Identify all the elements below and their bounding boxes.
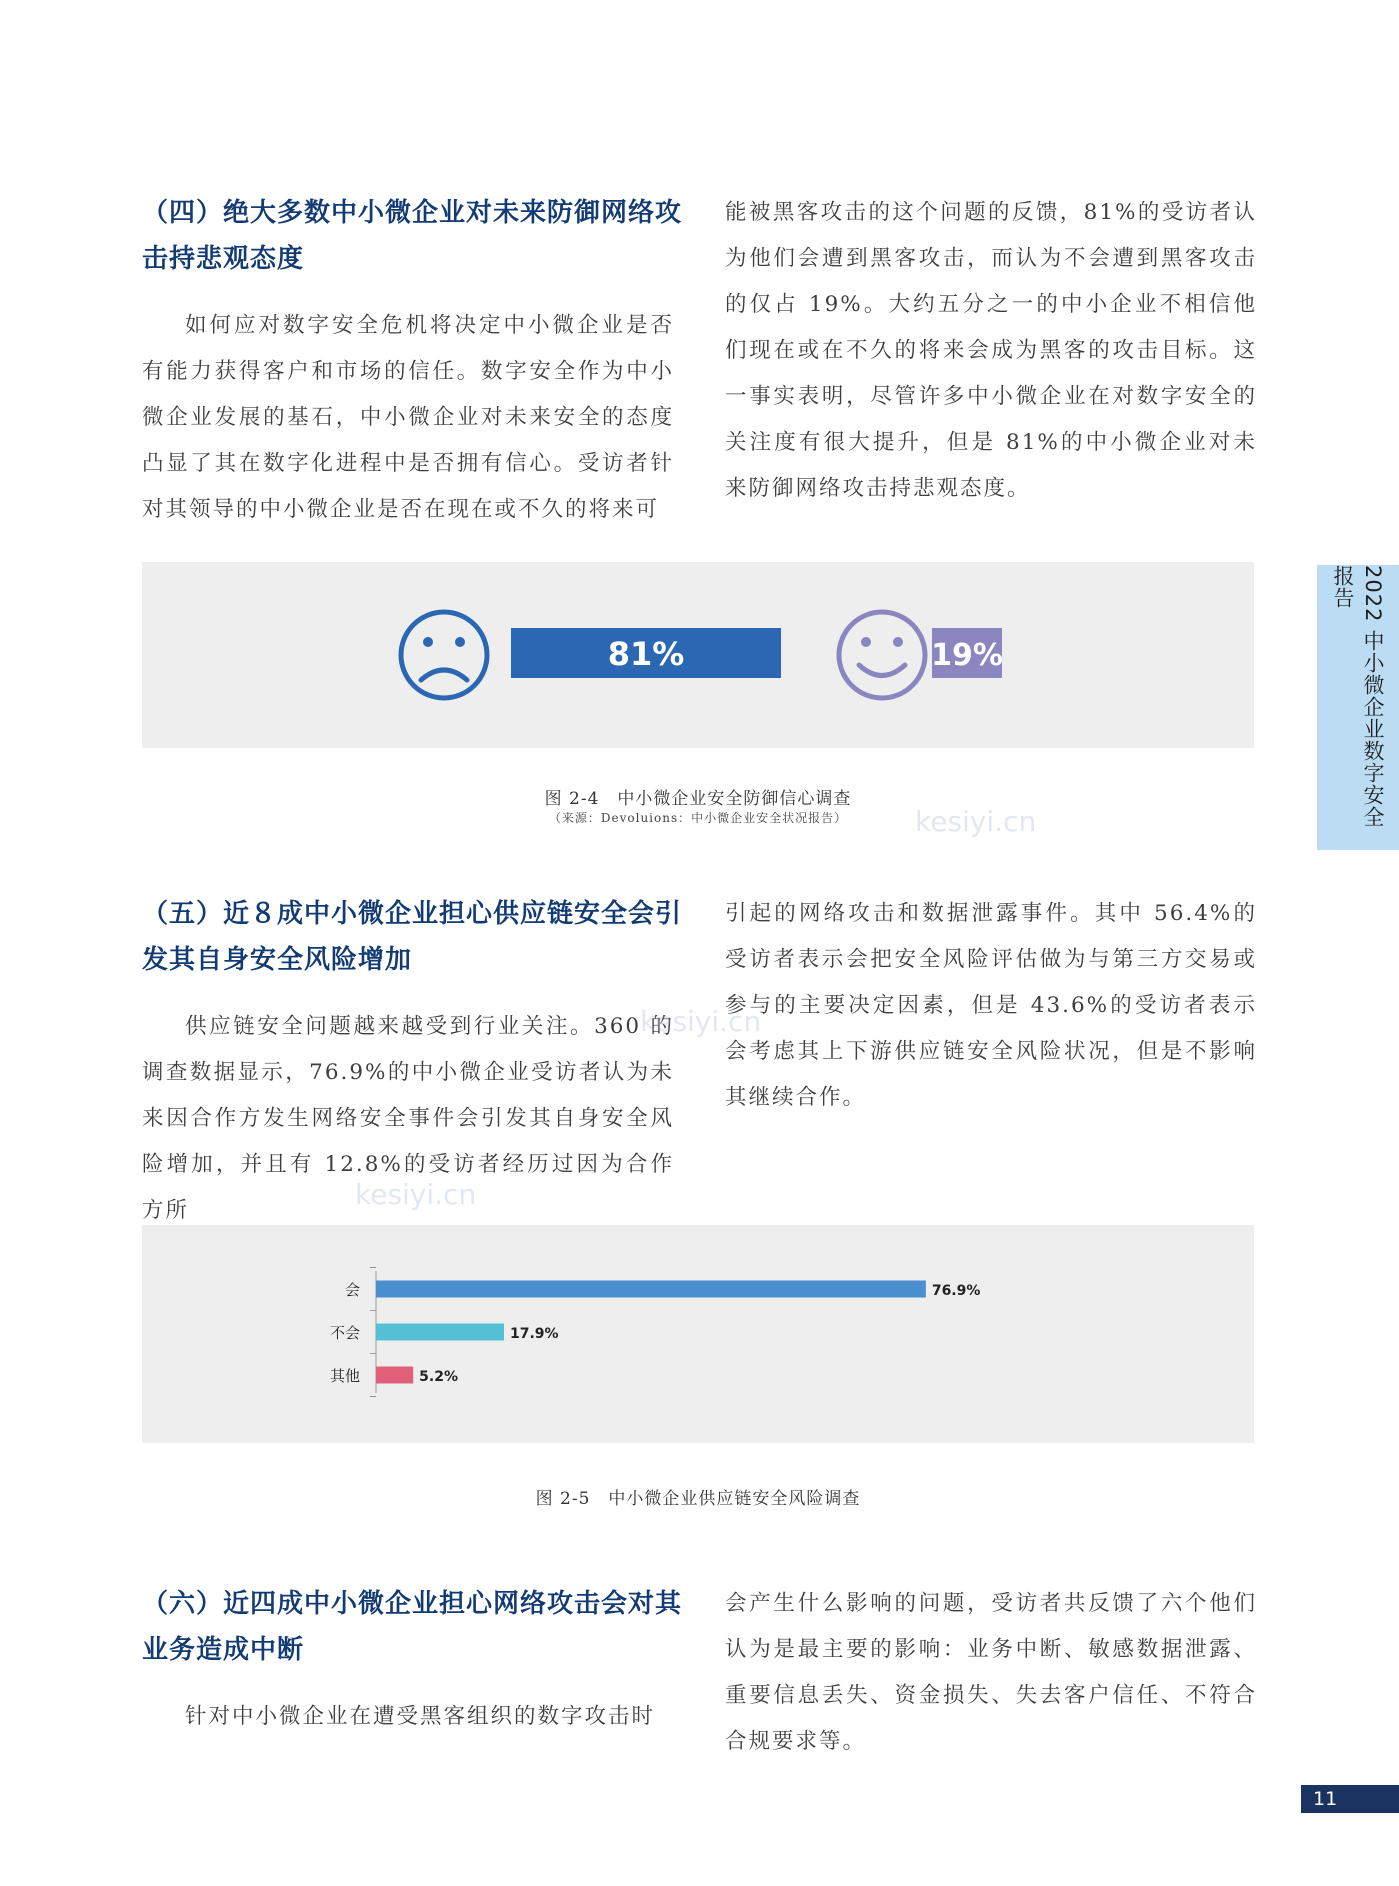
category-label: 其他: [329, 1367, 360, 1385]
sad-percent-label: 81%: [607, 635, 685, 673]
section6-heading-line2: 业务造成中断: [142, 1635, 305, 1665]
side-tab-text: 2022 中小微企业数字安全报告: [1331, 565, 1385, 829]
figure1-caption: 图 2-4 中小微企业安全防御信心调查: [544, 789, 852, 809]
supply-chain-bar-chart: [142, 1225, 1254, 1443]
category-label: 不会: [329, 1324, 360, 1342]
section4-right-text: 能被黑客攻击的这个问题的反馈，81%的受访者认为他们会遭到黑客攻击，而认为不会遭到黑客攻击的仅占 19%。大约五分之一的中小企业不相信他们现在或在不久的将来会成为黑客的攻击目标。这一事实表明，尽管许多中小微企业在对数字安全的关注度有很大提升，但是 81%的中小微企业对未来防御网络攻击持悲观态度。: [725, 200, 1257, 501]
value-label: 5.2%: [419, 1369, 459, 1385]
bar-2: [376, 1367, 413, 1384]
section5-heading: [142, 891, 682, 983]
bar-0: [376, 1281, 926, 1298]
happy-face-icon: [839, 612, 925, 698]
section6-left-text: 针对中小微企业在遭受黑客组织的数字攻击时: [185, 1704, 656, 1729]
side-tab: [1317, 565, 1399, 850]
figure1-panel: [142, 562, 1254, 748]
happy-percent-label: 19%: [931, 638, 1003, 673]
section4-left-text: 如何应对数字安全危机将决定中小微企业是否有能力获得客户和市场的信任。数字安全作为中小微企业发展的基石，中小微企业对未来安全的态度凸显了其在数字化进程中是否拥有信心。受访者针对其领导的中小微企业是否在现在或不久的将来可: [142, 313, 674, 522]
page-number: 11: [1301, 1785, 1399, 1813]
section6-right-text: 会产生什么影响的问题，受访者共反馈了六个他们认为是最主要的影响：业务中断、敏感数据泄露、重要信息丢失、资金损失、失去客户信任、不符合合规要求等。: [725, 1591, 1257, 1754]
figure2-caption: 图 2-5 中小微企业供应链安全风险调查: [535, 1489, 861, 1509]
section5-heading-line1: （五）近８成中小微企业担心供应链安全会引: [142, 899, 683, 929]
value-label: 76.9%: [931, 1283, 981, 1299]
bar-1: [376, 1324, 504, 1341]
section6-heading: [142, 1581, 682, 1673]
figure1-svg: [142, 562, 1254, 748]
value-label: 17.9%: [509, 1326, 559, 1342]
figure1-source: （来源：Devoluions：中小微企业安全状况报告）: [548, 811, 848, 825]
watermark: kesiyi.cn: [640, 1005, 762, 1038]
section4-heading-line1: （四）绝大多数中小微企业对未来防御网络攻: [142, 198, 683, 228]
category-label: 会: [344, 1281, 360, 1299]
section5-heading-line2: 发其自身安全风险增加: [142, 945, 413, 975]
watermark: kesiyi.cn: [915, 805, 1037, 838]
section5-right-text: 引起的网络攻击和数据泄露事件。其中 56.4%的受访者表示会把安全风险评估做为与第三方交易或参与的主要决定因素，但是 43.6%的受访者表示会考虑其上下游供应链安全风险状况，但是不影响其继续合作。: [725, 901, 1257, 1110]
section4-heading: [142, 190, 682, 282]
section5-left-text: 供应链安全问题越来越受到行业关注。360 的调查数据显示，76.9%的中小微企业受访者认为未来因合作方发生网络安全事件会引发其自身安全风险增加，并且有 12.8%的受访者经历过因为合作方所: [142, 1014, 674, 1223]
figure2-panel: [142, 1225, 1254, 1443]
watermark: kesiyi.cn: [355, 1178, 477, 1211]
section6-heading-line1: （六）近四成中小微企业担心网络攻击会对其: [142, 1589, 683, 1619]
section4-heading-line2: 击持悲观态度: [142, 244, 305, 274]
sad-face-icon: [401, 612, 487, 698]
